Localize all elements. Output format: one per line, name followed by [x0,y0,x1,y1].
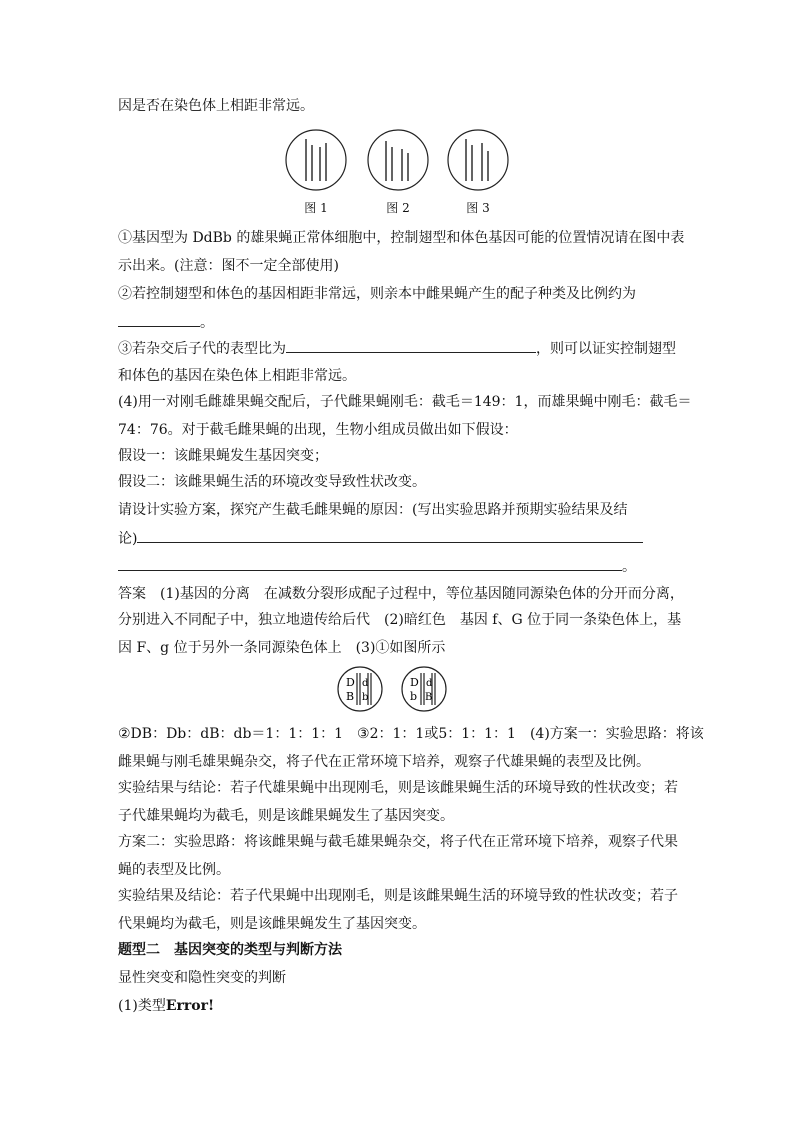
q3-part2-line1: ②若控制翅型和体色的基因相距非常远，则亲本中雌果蝇产生的配子种类及比例约为 [118,286,636,302]
section-item-1 [118,996,214,1016]
figure-2-circle [368,130,428,190]
q3-part2-line2 [118,312,214,333]
q3-part3-start: ③若杂交后子代的表型比为 [118,341,286,357]
answer-line9: 蝇的表型及比例。 [118,862,230,878]
q3-part3-end: ，则可以证实控制翅型 [536,341,676,357]
answer-line6: 实验结果与结论：若子代雄果蝇中出现刚毛，则是该雌果蝇生活的环境导致的性状改变；若 [118,780,678,796]
q4-task-open: 论) [118,531,138,547]
q3-part3-line2: 和体色的基因在染色体上相距非常远。 [118,368,356,384]
figure-3-caption: 图 3 [466,201,490,215]
section-subheading: 显性突变和隐性突变的判断 [118,970,286,986]
answer-blank[interactable] [118,556,622,571]
answer-line4: ②DB：Db：dB：db＝1：1：1：1 ③2：1：1或5：1：1：1 (4)方案一：实验思路：将该 [118,726,704,742]
intro-line: 因是否在染色体上相距非常远。 [118,98,314,114]
figure-2-caption: 图 2 [386,201,410,215]
answer-line8: 方案二：实验思路：将该雌果蝇与截毛雄果蝇杂交，将子代在正常环境下培养，观察子代果 [118,834,678,850]
q3-part1-line1: ①基因型为 DdBb 的雄果蝇正常体细胞中，控制翅型和体色基因可能的位置情况请在图中表 [118,230,685,246]
figure-1-circle [286,130,346,190]
answer-diagrams [336,664,456,714]
answer-blank[interactable] [137,528,643,543]
allele-label: B [425,692,433,703]
answer-diagram-right [402,667,446,711]
answer-line1: 答案 (1)基因的分离 在减数分裂形成配子过程中，等位基因随同源染色体的分开而分离， [118,586,684,602]
allele-label: d [362,678,369,689]
allele-label: b [362,692,369,703]
allele-label: D [346,676,355,689]
allele-label: b [410,690,418,703]
error-text: Error! [165,998,215,1014]
q4-hypothesis1: 假设一：该雌果蝇发生基因突变； [118,448,328,464]
q4-line1: (4)用一对刚毛雌雄果蝇交配后，子代雌果蝇刚毛：截毛＝149：1，而雄果蝇中刚毛：截毛＝ [118,394,692,410]
item-prefix: (1)类型 [118,998,166,1014]
answer-line11: 代果蝇均为截毛，则是该雌果蝇发生了基因突变。 [118,916,426,932]
answer-line7: 子代雄果蝇均为截毛，则是该雌果蝇发生了基因突变。 [118,808,454,824]
allele-label: B [346,690,355,703]
allele-label: D [410,676,419,689]
answer-diagram-left [338,667,382,711]
answer-blank[interactable] [286,338,536,353]
q4-hypothesis2: 假设二：该雌果蝇生活的环境改变导致性状改变。 [118,474,426,490]
chromosome-figures [280,125,520,195]
answer-line3: 因 F、g 位于另外一条同源染色体上 (3)①如图所示 [118,640,446,656]
q4-line2: 74：76。对于截毛雌果蝇的出现，生物小组成员做出如下假设： [118,422,518,438]
q3-part3-line1 [118,338,676,359]
answer-line2: 分别进入不同配子中，独立地遗传给后代 (2)暗红色 基因 f、G 位于同一条染色体上，基 [118,612,682,628]
q4-task-period: 。 [622,559,636,575]
q4-task-line2 [118,528,643,549]
answer-line5: 雌果蝇与刚毛雄果蝇杂交，将子代在正常环境下培养，观察子代雄果蝇的表型及比例。 [118,754,650,770]
answer-blank[interactable] [118,312,200,327]
q4-task-line3 [118,556,636,577]
section-heading: 题型二 基因突变的类型与判断方法 [118,942,342,958]
q3-part2-period: 。 [200,315,214,331]
q4-task-line1: 请设计实验方案，探究产生截毛雌果蝇的原因：(写出实验思路并预期实验结果及结 [118,502,628,518]
figure-3-circle [448,130,508,190]
answer-line10: 实验结果及结论：若子代果蝇中出现刚毛，则是该雌果蝇生活的环境导致的性状改变；若子 [118,888,678,904]
figure-1-caption: 图 1 [304,201,328,215]
allele-label: d [426,678,433,689]
q3-part1-line2: 示出来。(注意：图不一定全部使用) [118,258,339,274]
